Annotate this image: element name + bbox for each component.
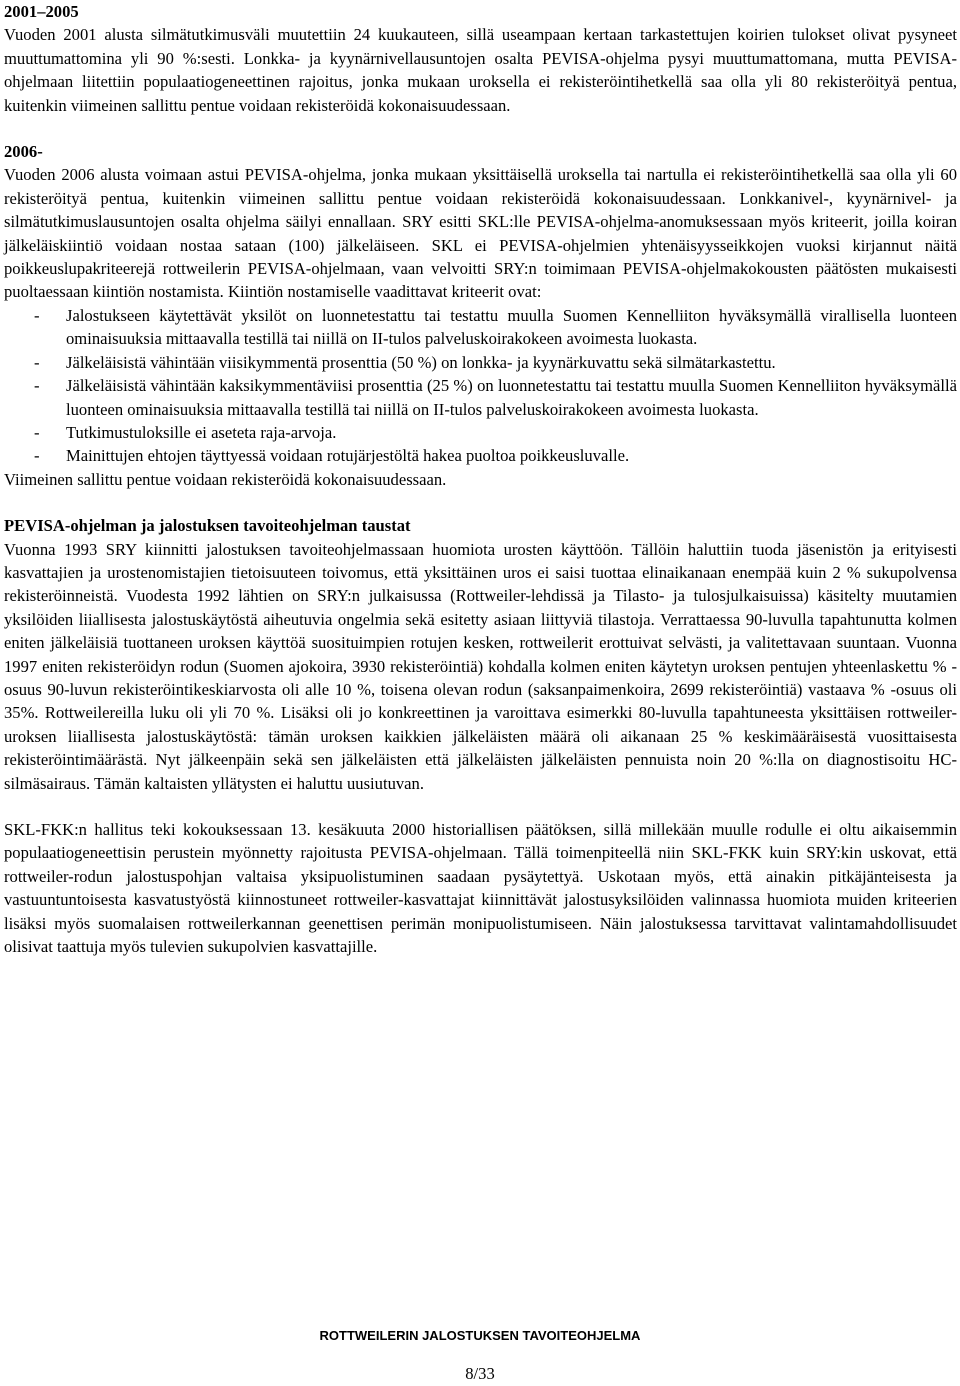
section-body-2001-2005: Vuoden 2001 alusta silmätutkimusväli muutettiin 24 kuukauteen, sillä useampaan kertaan tarkastettujen koirien tulokset olivat pysyneet muuttumattomina yli 90 %:sesti. Lonkka- ja kyynärnivellausuntojen osalta PEVISA-ohjelma pysyi muuttumattomana, mutta PEVISA-ohjelmaan liitettiin populaatiogeneettinen rajoitus, jonka mukaan uroksella ei rekisteröintihetkellä saa olla yli 80 rekisteröityä pentua, kuitenkin viimeinen sallittu pentue voidaan rekisteröidä kokonaisuudessaan. <box>4 25 957 115</box>
section-heading-2006: 2006- <box>4 142 43 162</box>
section-closing-2006: Viimeinen sallittu pentue voidaan rekisteröidä kokonaisuudessaan. <box>4 469 447 489</box>
criteria-item: - Tutkimustuloksille ei aseteta raja-arvoja. <box>4 421 957 444</box>
section-body-background: Vuonna 1993 SRY kiinnitti jalostuksen tavoiteohjelmassaan huomiota urosten käyttöön. Tällöin haluttiin tuoda jäsenistön ja erityisesti kasvattajien ja urostenomistajien tietoisuuteen toivomus, että yksittäinen uros ei saisi tuottaa elinaikanaan enempää kuin 2 % sukupolvensa rekisteröinneistä. Vuodesta 1992 lähtien on SRY:n julkaisussa (Rottweiler-lehdissä ja Tilasto- ja tulosjulkaisuissa) käsitelty muutamien yksilöiden liiallisesta jalostuskäytöstä aiheutuvia ongelmia sekä esitetty asiaan liittyviä tilastoja. Verrattaessa 90-luvulla tapahtunutta kolmen eniten jälkeläisiä tuottaneen uroksen käyttöä suosituimpien rotujen kesken, rottweilerit erottuivat selvästi, ja valitettavaan suuntaan. Vuonna 1997 eniten rekisteröidyn rodun (Suomen ajokoira, 3930 rekisteröintiä) kohdalla kolmen eniten käytetyn uroksen pentujen yhteenlaskettu % -osuus 90-luvun rekisteröintikeskiarvosta oli alle 10 %, toisena olevan rodun (saksanpaimenkoira, 2699 rekisteröintiä) vastaava % -osuus oli 35%. Rottweilereilla luku oli yli 70 %. Lisäksi oli jo konkreettinen ja varoittava esimerkki 80-luvulla tapahtuneesta yksittäisen rottweiler-uroksen liiallisesta jalostuskäytöstä: tämän uroksen kaikkien jälkeläisten määrä oli aikanaan 25 % keskimääräisestä vuosittaisesta rekisteröintimäärästä. Nyt jälkeenpäin sekä sen jälkeläisten että jälkeläisten jälkeläisten pennuista noin 20 %:lla on diagnostisoitu HC-silmäsairaus. Tämän kaltaisten yllätysten ei haluttu uusiutuvan. <box>4 539 957 793</box>
footer-document-title: ROTTWEILERIN JALOSTUKSEN TAVOITEOHJELMA <box>319 1328 641 1343</box>
section-body-background-2: SKL-FKK:n hallitus teki kokouksessaan 13. kesäkuuta 2000 historiallisen päätöksen, sillä millekään muulle rodulle ei oltu aikaisemmin populaatiogeneettisin perustein myönnetty rajoitusta PEVISA-ohjelmaan. Tällä toimenpiteellä niin SKL-FKK kuin SRY:kin uskovat, että rottweiler-rodun jalostuspohjan valtaisa yksipuolistuminen saadaan pysäytettyä. Uskotaan myös, että ainakin pitkäjänteisesta ja vastuuntuntoisesta kasvatustyöstä kiinnostuneet rottweiler-kasvattajat kiinnittävät jalostusyksilöiden valinnassa huomiota muiden kriteerien lisäksi myös suomalaisen rottweilerkannan geenettisen perimän monipuolistumiseen. Näin jalostuksessa tarvittavat valintamahdollisuudet olisivat taattuja myös tulevien sukupolvien kasvattajille. <box>4 820 957 957</box>
section-heading-2001-2005: 2001–2005 <box>4 2 79 21</box>
criteria-list <box>4 304 957 468</box>
criteria-item: - Mainittujen ehtojen täyttyessä voidaan rotujärjestöltä hakea puoltoa poikkeusluvalle. <box>4 444 957 467</box>
criteria-item: - Jalostukseen käytettävät yksilöt on luonnetestattu tai testattu muulla Suomen Kennelliiton hyväksymällä virallisella luonteen ominaisuuksia mittaavalla testillä tai niillä on II-tulos palveluskoirakokeen avoimesta luokasta. <box>4 304 957 351</box>
criteria-item: - Jälkeläisistä vähintään viisikymmentä prosenttia (50 %) on lonkka- ja kyynärkuvattu sekä silmätarkastettu. <box>4 351 957 374</box>
document-page <box>4 0 957 958</box>
section-heading-background: PEVISA-ohjelman ja jalostuksen tavoiteohjelman taustat <box>4 516 411 536</box>
section-body-2006: Vuoden 2006 alusta voimaan astui PEVISA-ohjelma, jonka mukaan yksittäisellä uroksella tai nartulla ei rekisteröintihetkellä saa olla yli 60 rekisteröityä pentua, kuitenkin viimeinen sallittu pentue voidaan rekisteröidä kokonaisuudessaan. Lonkkanivel-, kyynärnivel- ja silmätutkimuslausuntojen osalta ohjelma säilyi ennallaan. SRY esitti SKL:lle PEVISA-ohjelma-anomuksessaan myös kriteerit, joilla koiran jälkeläiskiintiö voidaan nostaa sataan (100) jälkeläiseen. SKL ei PEVISA-ohjelmien yhtenäisyysseikkojen vuoksi kirjannut näitä poikkeuslupakriteerejä rottweilerin PEVISA-ohjelmaan, vaan velvoitti SRY:n toimimaan PEVISA-ohjelmakokousten päätösten mukaisesti puoltaessaan kiintiön nostamista. Kiintiön nostamiselle vaadittavat kriteerit ovat: <box>4 165 957 302</box>
criteria-item: - Jälkeläisistä vähintään kaksikymmentäviisi prosenttia (25 %) on luonnetestattu tai testattu muulla Suomen Kennelliiton hyväksymällä luonteen ominaisuuksia mittaavalla testillä tai niillä on II-tulos palveluskoirakokeen avoimesta luokasta. <box>4 374 957 421</box>
page-number: 8/33 <box>465 1364 495 1383</box>
